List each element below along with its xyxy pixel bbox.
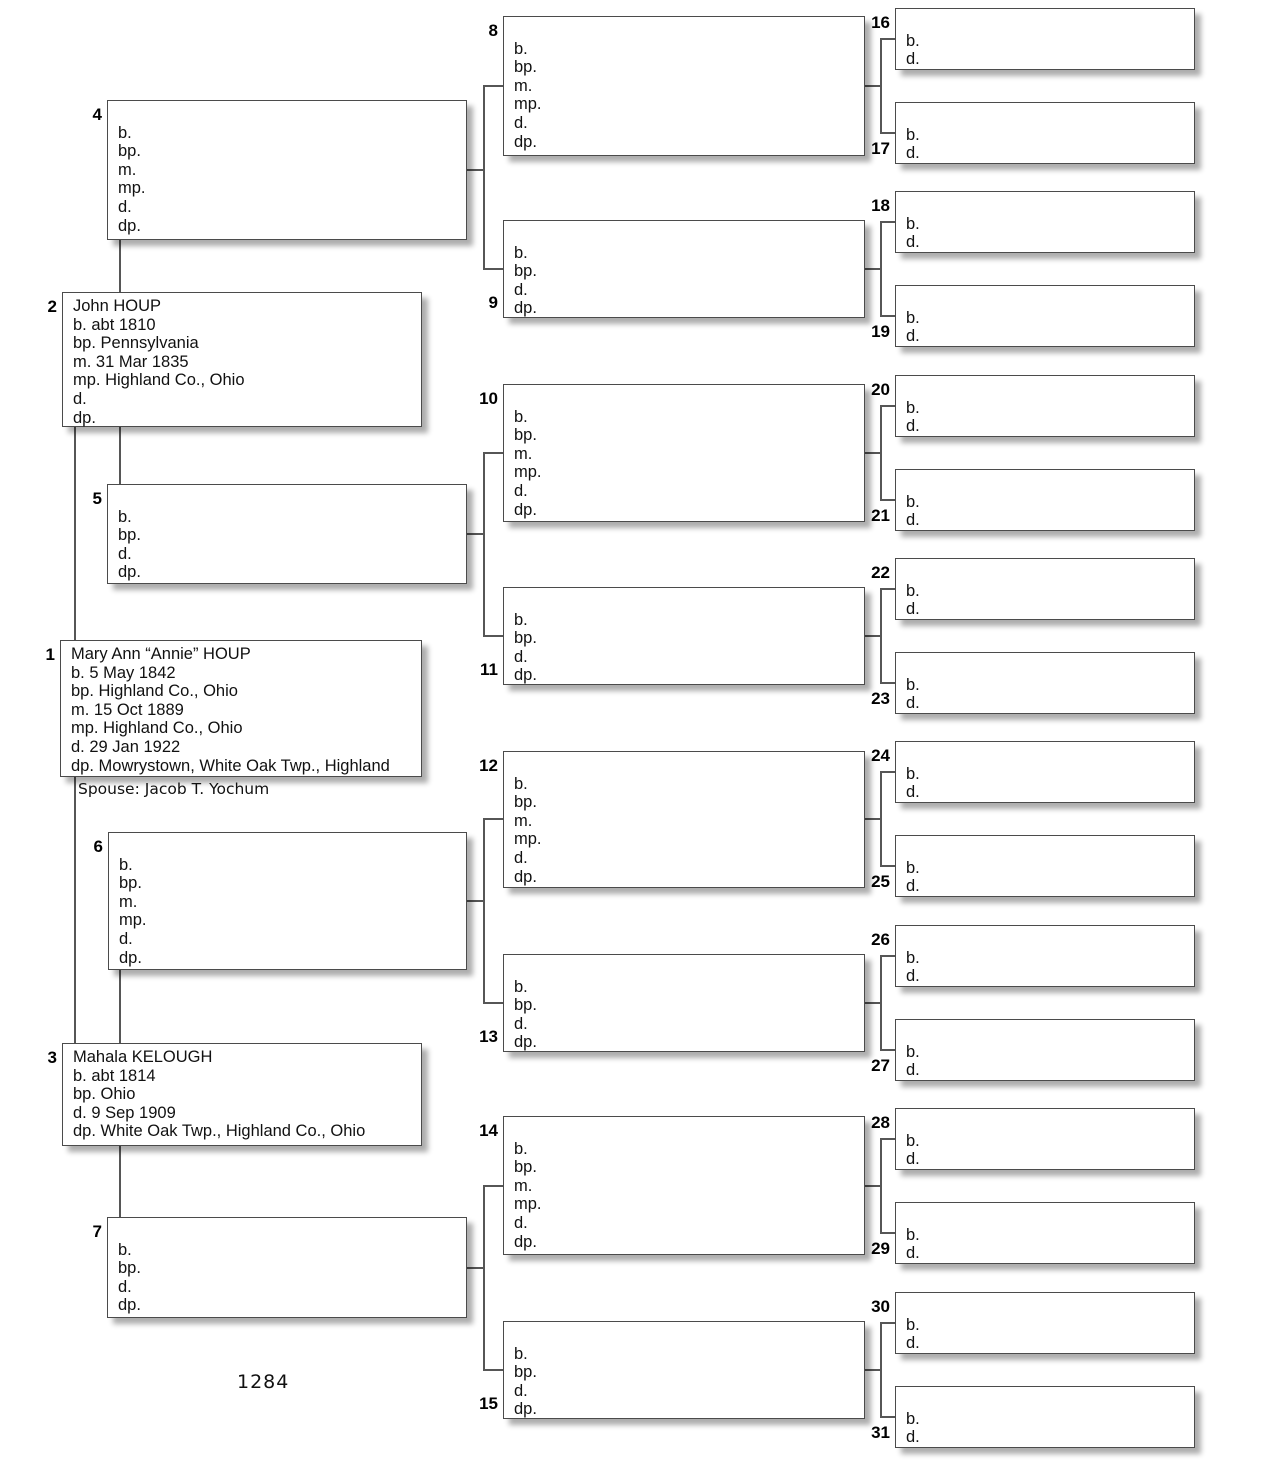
connector-vertical-line	[119, 240, 121, 292]
person-field-line: dp.	[73, 408, 96, 427]
person-field-line: d. 29 Jan 1922	[71, 737, 181, 756]
person-field-line: m.	[514, 444, 533, 463]
connector-parent-stub	[467, 900, 485, 902]
person-box-28[interactable]	[871, 1108, 1195, 1170]
connector-trunk-line	[880, 1138, 882, 1234]
person-fields-10	[514, 389, 856, 519]
person-fields-23	[906, 657, 1186, 713]
person-box-17[interactable]	[871, 102, 1195, 164]
person-number-3: 3	[47, 1048, 57, 1067]
connector-trunk-line	[880, 221, 882, 317]
person-field-line: d.	[119, 929, 133, 948]
person-field-line	[906, 107, 1186, 126]
connector-child-stub	[880, 771, 895, 773]
person-field-line	[514, 592, 856, 611]
connector-parent-stub	[467, 533, 485, 535]
connector-child-stub	[483, 452, 503, 454]
person-field-line: d.	[906, 1150, 920, 1169]
person-field-line: b.	[906, 764, 920, 783]
connector-child-stub	[880, 955, 895, 957]
person-field-line: bp.	[118, 1259, 141, 1278]
person-field-line: b.	[906, 1225, 920, 1244]
person-number-4: 4	[92, 105, 102, 124]
person-number-17: 17	[871, 139, 890, 158]
person-field-line	[906, 1297, 1186, 1316]
person-field-line: dp.	[119, 948, 142, 967]
person-box-5[interactable]	[92, 484, 467, 584]
person-field-line: bp.	[514, 262, 537, 281]
person-box-11[interactable]	[480, 587, 865, 685]
spouse-note: Spouse: Jacob T. Yochum	[78, 780, 270, 798]
person-field-line: dp. White Oak Twp., Highland Co., Ohio	[73, 1122, 366, 1141]
person-field-line: bp.	[514, 629, 537, 648]
person-box-10[interactable]	[479, 384, 865, 522]
person-field-line: b. 5 May 1842	[71, 663, 176, 682]
person-field-line: b.	[906, 214, 920, 233]
person-box-8[interactable]	[488, 16, 865, 156]
person-fields-7	[118, 1222, 458, 1315]
connector-child-stub	[483, 635, 503, 637]
person-field-line	[118, 105, 458, 124]
person-box-14[interactable]	[479, 1116, 865, 1255]
person-field-line: mp.	[514, 463, 542, 482]
person-number-15: 15	[479, 1394, 498, 1413]
person-field-line: dp. Mowrystown, White Oak Twp., Highland	[71, 756, 390, 775]
person-field-line: b.	[514, 1344, 528, 1363]
person-box-29[interactable]	[871, 1202, 1195, 1264]
person-fields-8	[514, 21, 856, 151]
person-number-20: 20	[871, 380, 890, 399]
person-fields-25	[906, 840, 1186, 896]
person-field-line: dp.	[514, 500, 537, 519]
person-number-22: 22	[871, 563, 890, 582]
connector-child-stub	[880, 38, 895, 40]
person-field-line	[906, 13, 1186, 32]
person-number-7: 7	[92, 1222, 102, 1241]
person-field-line: mp.	[514, 95, 542, 114]
person-number-5: 5	[92, 489, 102, 508]
person-field-line	[514, 756, 856, 775]
person-field-line: bp. Pennsylvania	[73, 334, 199, 353]
person-box-15[interactable]	[479, 1321, 865, 1419]
connector-vertical-line	[119, 427, 121, 484]
person-field-line: bp.	[118, 526, 141, 545]
person-field-line: d.	[514, 647, 528, 666]
person-field-line: dp.	[118, 216, 141, 235]
person-field-line	[906, 840, 1186, 859]
person-field-line: d.	[514, 848, 528, 867]
person-box-9[interactable]	[488, 220, 865, 318]
person-field-line: d.	[118, 1277, 132, 1296]
person-field-line: dp.	[514, 867, 537, 886]
person-field-line	[906, 746, 1186, 765]
person-box-26[interactable]	[871, 925, 1195, 987]
person-field-line: d.	[906, 327, 920, 346]
person-field-line	[118, 1222, 458, 1241]
person-field-line: dp.	[514, 132, 537, 151]
person-field-line	[514, 1121, 856, 1140]
person-box-3[interactable]	[47, 1043, 422, 1146]
connector-trunk-line	[880, 771, 882, 867]
person-box-21[interactable]	[871, 469, 1195, 531]
person-field-line	[514, 1326, 856, 1345]
connector-child-stub	[483, 268, 503, 270]
person-number-13: 13	[479, 1027, 498, 1046]
person-field-line: bp. Ohio	[73, 1085, 136, 1104]
person-field-line: d.	[514, 280, 528, 299]
person-field-line: bp.	[514, 793, 537, 812]
person-number-29: 29	[871, 1239, 890, 1258]
person-field-line: John HOUP	[73, 297, 162, 315]
person-field-line: d.	[514, 1213, 528, 1232]
person-field-line: d.	[906, 1428, 920, 1447]
person-fields-26	[906, 930, 1186, 986]
person-field-line	[119, 837, 458, 856]
person-field-line	[514, 21, 856, 40]
person-field-line: b.	[906, 858, 920, 877]
person-field-line: b.	[119, 855, 133, 874]
person-number-31: 31	[871, 1423, 890, 1442]
chart-page-number: 1284	[237, 1371, 290, 1393]
person-field-line	[906, 380, 1186, 399]
person-field-line: d.	[906, 600, 920, 619]
person-fields-31	[906, 1391, 1186, 1447]
person-field-line: b.	[514, 1139, 528, 1158]
person-field-line: b.	[514, 977, 528, 996]
person-field-line	[906, 474, 1186, 493]
person-field-line: Mary Ann “Annie” HOUP	[71, 645, 251, 663]
person-field-line: b.	[906, 675, 920, 694]
connector-child-stub	[880, 132, 895, 134]
person-field-line: d.	[906, 417, 920, 436]
person-field-line: b.	[906, 581, 920, 600]
person-number-2: 2	[47, 297, 57, 316]
person-field-line: m.	[118, 160, 137, 179]
connector-trunk-line	[880, 588, 882, 684]
person-field-line: d.	[906, 50, 920, 69]
person-number-19: 19	[871, 322, 890, 341]
person-number-21: 21	[871, 506, 890, 525]
person-number-24: 24	[871, 746, 890, 765]
connector-child-stub	[880, 405, 895, 407]
person-number-26: 26	[871, 930, 890, 949]
person-fields-16	[906, 13, 1186, 69]
person-number-6: 6	[93, 837, 103, 856]
person-field-line: d.	[514, 113, 528, 132]
person-number-25: 25	[871, 872, 890, 891]
person-field-line: m.	[514, 76, 533, 95]
person-field-line: dp.	[514, 1232, 537, 1251]
person-field-line: bp.	[514, 1158, 537, 1177]
person-number-11: 11	[480, 660, 498, 679]
connector-child-stub	[880, 315, 895, 317]
person-fields-29	[906, 1207, 1186, 1263]
person-field-line	[906, 1113, 1186, 1132]
connector-child-stub	[483, 85, 503, 87]
person-fields-27	[906, 1024, 1186, 1080]
connector-child-stub	[880, 1416, 895, 1418]
person-fields-13	[514, 959, 856, 1052]
person-fields-20	[906, 380, 1186, 436]
person-field-line: dp.	[514, 1400, 537, 1419]
person-field-line: b.	[906, 492, 920, 511]
person-field-line: bp.	[514, 996, 537, 1015]
connector-child-stub	[880, 1232, 895, 1234]
connector-child-stub	[880, 221, 895, 223]
connector-parent-stub	[467, 1267, 485, 1269]
person-number-8: 8	[488, 21, 498, 40]
connector-child-stub	[880, 1049, 895, 1051]
person-field-line: b. abt 1814	[73, 1066, 156, 1085]
person-field-line	[514, 389, 856, 408]
person-field-line	[906, 1024, 1186, 1043]
person-box-31[interactable]	[871, 1386, 1195, 1448]
person-field-line: d.	[906, 144, 920, 163]
connector-child-stub	[483, 1369, 503, 1371]
connector-child-stub	[880, 499, 895, 501]
person-box-27[interactable]	[871, 1019, 1195, 1081]
person-field-line: bp.	[119, 874, 142, 893]
person-field-line: dp.	[118, 563, 141, 582]
person-field-line: b.	[514, 243, 528, 262]
person-box-13[interactable]	[479, 954, 865, 1052]
person-field-line: b. abt 1810	[73, 315, 156, 334]
person-field-line: b.	[906, 398, 920, 417]
person-field-line: bp. Highland Co., Ohio	[71, 682, 238, 701]
connector-child-stub	[483, 1185, 503, 1187]
person-box-19[interactable]	[871, 285, 1195, 347]
person-box-1[interactable]	[45, 640, 422, 777]
person-field-line: bp.	[514, 1363, 537, 1382]
person-fields-18	[906, 196, 1186, 252]
person-field-line: mp.	[514, 830, 542, 849]
person-field-line: b.	[118, 507, 132, 526]
person-number-28: 28	[871, 1113, 890, 1132]
connector-child-stub	[483, 818, 503, 820]
person-fields-4	[118, 105, 458, 235]
person-field-line: b.	[906, 948, 920, 967]
person-fields-5	[118, 489, 458, 582]
person-box-12[interactable]	[479, 751, 865, 888]
person-field-line: m.	[119, 892, 138, 911]
person-fields-17	[906, 107, 1186, 163]
person-box-25[interactable]	[871, 835, 1195, 897]
person-field-line	[514, 225, 856, 244]
person-fields-24	[906, 746, 1186, 802]
person-field-line: d.	[906, 877, 920, 896]
person-fields-22	[906, 563, 1186, 619]
person-number-12: 12	[479, 756, 498, 775]
person-field-line: mp. Highland Co., Ohio	[73, 371, 245, 390]
person-field-line: dp.	[514, 666, 537, 685]
person-box-24[interactable]	[871, 741, 1195, 803]
person-field-line: d.	[514, 1014, 528, 1033]
person-fields-15	[514, 1326, 856, 1419]
person-field-line: d. 9 Sep 1909	[73, 1103, 176, 1122]
person-box-4[interactable]	[92, 100, 467, 240]
person-field-line: b.	[906, 31, 920, 50]
connector-vertical-line	[119, 1146, 121, 1217]
person-field-line: mp.	[514, 1195, 542, 1214]
connector-child-stub	[880, 865, 895, 867]
connector-trunk-line	[483, 1185, 485, 1371]
person-fields-1	[71, 645, 413, 775]
person-fields-9	[514, 225, 856, 318]
person-field-line: bp.	[514, 426, 537, 445]
connector-child-stub	[483, 1002, 503, 1004]
person-field-line	[906, 563, 1186, 582]
person-field-line: b.	[514, 39, 528, 58]
connector-trunk-line	[880, 38, 882, 134]
person-fields-6	[119, 837, 458, 967]
person-field-line	[906, 290, 1186, 309]
person-number-23: 23	[871, 689, 890, 708]
person-field-line: b.	[906, 1042, 920, 1061]
person-field-line: mp.	[119, 911, 147, 930]
person-field-line: mp. Highland Co., Ohio	[71, 719, 243, 738]
person-field-line: bp.	[118, 142, 141, 161]
person-field-line: d.	[906, 1334, 920, 1353]
person-field-line: dp.	[514, 1033, 537, 1052]
person-field-line: d.	[906, 967, 920, 986]
person-fields-2	[73, 297, 413, 427]
connector-trunk-line	[880, 1322, 882, 1418]
person-field-line: dp.	[514, 299, 537, 318]
person-box-2[interactable]	[47, 292, 422, 427]
person-fields-28	[906, 1113, 1186, 1169]
person-field-line: b.	[906, 125, 920, 144]
person-box-20[interactable]	[871, 375, 1195, 437]
person-field-line: d.	[906, 233, 920, 252]
person-field-line: d.	[514, 1381, 528, 1400]
person-field-line: d.	[118, 197, 132, 216]
person-field-line	[906, 1207, 1186, 1226]
person-box-6[interactable]	[93, 832, 467, 970]
connector-trunk-line	[483, 452, 485, 637]
person-fields-19	[906, 290, 1186, 346]
connector-child-stub	[880, 1322, 895, 1324]
person-box-7[interactable]	[92, 1217, 467, 1318]
person-field-line: d.	[906, 783, 920, 802]
person-field-line: mp.	[118, 179, 146, 198]
person-field-line: Mahala KELOUGH	[73, 1048, 213, 1066]
person-field-line: d.	[514, 481, 528, 500]
person-field-line: b.	[514, 610, 528, 629]
connector-trunk-line	[483, 818, 485, 1004]
person-field-line	[906, 930, 1186, 949]
connector-vertical-line	[119, 970, 121, 1043]
person-field-line: m.	[514, 1176, 533, 1195]
person-box-18[interactable]	[871, 191, 1195, 253]
person-field-line: d.	[906, 694, 920, 713]
person-field-line: b.	[514, 407, 528, 426]
person-field-line	[514, 959, 856, 978]
person-field-line: b.	[514, 774, 528, 793]
person-box-22[interactable]	[871, 558, 1195, 620]
connector-trunk-line	[880, 405, 882, 501]
person-fields-21	[906, 474, 1186, 530]
person-field-line: m.	[514, 811, 533, 830]
person-field-line	[906, 1391, 1186, 1410]
person-number-10: 10	[479, 389, 498, 408]
person-field-line: b.	[118, 123, 132, 142]
connector-parent-stub	[467, 169, 485, 171]
person-field-line: b.	[906, 1131, 920, 1150]
person-field-line: b.	[906, 1409, 920, 1428]
connector-trunk-line	[880, 955, 882, 1051]
person-field-line: d.	[906, 511, 920, 530]
person-number-14: 14	[479, 1121, 498, 1140]
person-number-27: 27	[871, 1056, 890, 1075]
connector-child-stub	[880, 682, 895, 684]
person-box-30[interactable]	[871, 1292, 1195, 1354]
person-field-line: dp.	[118, 1296, 141, 1315]
person-field-line: b.	[118, 1240, 132, 1259]
person-number-9: 9	[488, 293, 498, 312]
person-fields-12	[514, 756, 856, 886]
person-number-16: 16	[871, 13, 890, 32]
person-fields-3	[73, 1048, 413, 1141]
person-number-30: 30	[871, 1297, 890, 1316]
person-field-line	[906, 657, 1186, 676]
person-field-line: d.	[906, 1061, 920, 1080]
person-field-line	[118, 489, 458, 508]
person-number-18: 18	[871, 196, 890, 215]
person-field-line: b.	[906, 1315, 920, 1334]
person-field-line: m. 15 Oct 1889	[71, 700, 184, 719]
person-fields-14	[514, 1121, 856, 1251]
person-field-line: bp.	[514, 58, 537, 77]
connector-child-stub	[880, 1138, 895, 1140]
person-field-line: b.	[906, 308, 920, 327]
connector-child-stub	[880, 588, 895, 590]
person-field-line	[906, 196, 1186, 215]
connector-trunk-line	[483, 85, 485, 270]
person-field-line: d.	[118, 544, 132, 563]
person-field-line: d.	[73, 389, 87, 408]
person-box-16[interactable]	[871, 8, 1195, 70]
person-number-1: 1	[45, 645, 55, 664]
person-fields-11	[514, 592, 856, 685]
person-field-line: m. 31 Mar 1835	[73, 352, 189, 371]
person-field-line: d.	[906, 1244, 920, 1263]
person-fields-30	[906, 1297, 1186, 1353]
person-box-23[interactable]	[871, 652, 1195, 714]
